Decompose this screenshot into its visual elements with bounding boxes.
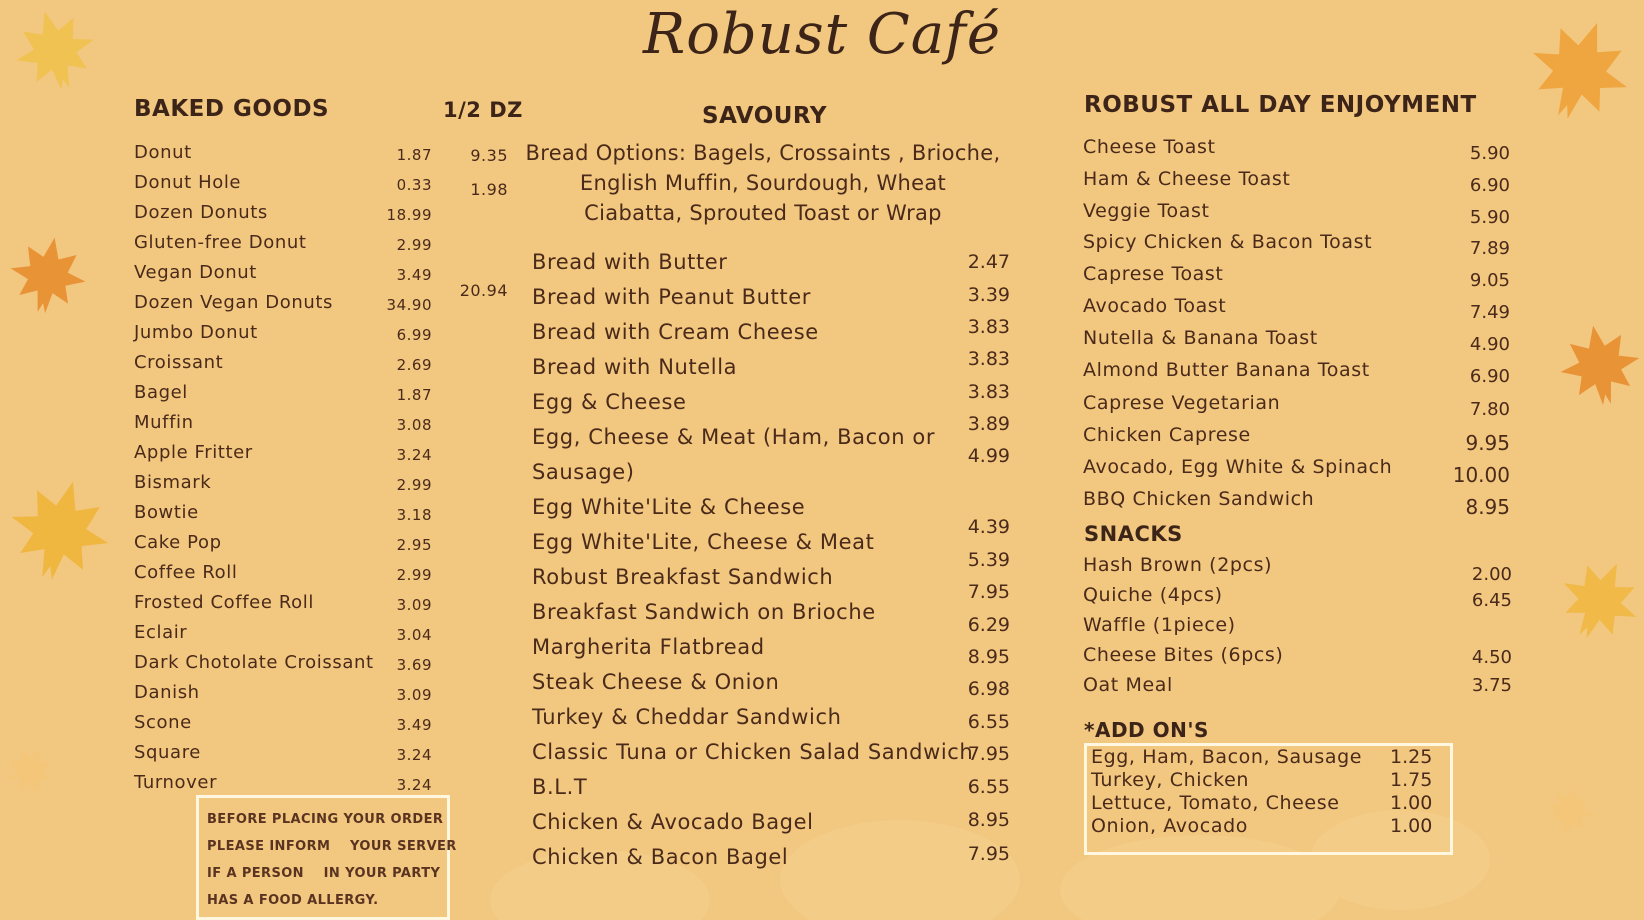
menu-item-price: 8.95 (967, 646, 1010, 668)
menu-item-name: Egg White'Lite, Cheese & Meat (532, 530, 875, 554)
menu-item-name: Bowtie (134, 502, 199, 523)
menu-item-price: 3.49 (396, 716, 432, 734)
menu-item-price: 2.00 (1471, 564, 1512, 585)
menu-item-price: 10.00 (1452, 463, 1510, 487)
menu-item-price: 5.39 (967, 549, 1010, 571)
menu-item-price: 2.99 (396, 476, 432, 494)
menu-item-price: 6.99 (396, 326, 432, 344)
menu-item-name: Cake Pop (134, 532, 222, 553)
menu-item-price: 3.18 (396, 506, 432, 524)
menu-item-price: 4.99 (967, 445, 1010, 467)
menu-item-price: 3.09 (396, 596, 432, 614)
menu-item-price: 6.90 (1469, 175, 1510, 196)
menu-item-price: 7.80 (1469, 399, 1510, 420)
menu-item-name: Oat Meal (1083, 674, 1173, 696)
addon-item-price: 1.00 (1390, 815, 1433, 837)
bread-options-line: English Muffin, Sourdough, Wheat (579, 171, 947, 195)
menu-item-price: 8.95 (967, 809, 1010, 831)
bread-options-line: Ciabatta, Sprouted Toast or Wrap (584, 201, 942, 225)
allergy-line: IF A PERSON IN YOUR PARTY (207, 866, 441, 881)
allergy-notice (196, 795, 457, 920)
menu-item-name: Bread with Peanut Butter (532, 285, 811, 309)
menu-item-price: 3.49 (396, 266, 432, 284)
menu-item-price: 6.90 (1469, 366, 1510, 387)
menu-item-price: 3.83 (967, 348, 1010, 370)
menu-item-price: 3.04 (396, 626, 432, 644)
menu-item-name: Breakfast Sandwich on Brioche (532, 600, 876, 624)
menu-item-price: 2.69 (396, 356, 432, 374)
menu-item-name: Gluten-free Donut (134, 232, 307, 253)
menu-item-name: Dozen Vegan Donuts (134, 292, 334, 313)
menu-item-name: Donut (134, 142, 192, 163)
menu-item-name: Quiche (4pcs) (1083, 584, 1223, 606)
baked-goods-heading: BAKED GOODS (134, 96, 330, 122)
menu-item-price: 7.49 (1469, 302, 1510, 323)
half-dozen-price: 9.35 (470, 146, 508, 165)
menu-item-price: 34.90 (386, 296, 432, 314)
addon-item-price: 1.00 (1390, 792, 1433, 814)
add-ons-heading: *ADD ON'S (1084, 718, 1209, 742)
menu-item-name: Ham & Cheese Toast (1083, 168, 1291, 190)
menu-item-name: Egg, Cheese & Meat (Ham, Bacon or (532, 425, 936, 449)
menu-item-price: 6.98 (967, 678, 1010, 700)
menu-item-price: 1.87 (396, 386, 432, 404)
half-dozen-price: 20.94 (459, 281, 508, 300)
menu-item-name: Robust Breakfast Sandwich (532, 565, 834, 589)
menu-item-name: Donut Hole (134, 172, 242, 193)
menu-item-name: Almond Butter Banana Toast (1083, 359, 1370, 381)
menu-item-name: Vegan Donut (134, 262, 257, 283)
menu-item-name: Frosted Coffee Roll (134, 592, 314, 613)
menu-item-name: Caprese Toast (1083, 263, 1224, 285)
menu-item-name: Croissant (134, 352, 224, 373)
menu-item-price: 7.95 (967, 843, 1010, 865)
menu-item-price: 0.33 (396, 176, 432, 194)
half-dozen-heading: 1/2 DZ (443, 98, 523, 122)
menu-item-price: 3.09 (396, 686, 432, 704)
menu-item-name: Chicken Caprese (1083, 424, 1251, 446)
menu-item-name: Avocado Toast (1083, 295, 1227, 317)
menu-item-price: 2.95 (396, 536, 432, 554)
menu-item-name: Dozen Donuts (134, 202, 268, 223)
snacks-heading: SNACKS (1084, 522, 1183, 546)
menu-item-name: Muffin (134, 412, 194, 433)
menu-item-price: 1.87 (396, 146, 432, 164)
menu-item-price: 4.50 (1471, 647, 1512, 668)
menu-item-name: Margherita Flatbread (532, 635, 765, 659)
half-dozen-price: 1.98 (470, 180, 508, 199)
menu-item-name: Chicken & Avocado Bagel (532, 810, 814, 834)
menu-item-price: 3.39 (967, 284, 1010, 306)
bread-options (520, 138, 1006, 228)
addon-item-price: 1.25 (1390, 746, 1433, 768)
menu-item-price: 2.99 (396, 566, 432, 584)
menu-item-name: Dark Chotolate Croissant (134, 652, 374, 673)
menu-item-name: Jumbo Donut (134, 322, 258, 343)
addon-item-name: Lettuce, Tomato, Cheese (1091, 792, 1340, 814)
menu-item-name: Egg & Cheese (532, 390, 687, 414)
menu-item-price: 3.75 (1471, 675, 1512, 696)
menu-item-name: Chicken & Bacon Bagel (532, 845, 789, 869)
menu-item-price: 7.89 (1469, 238, 1510, 259)
menu-item-price: 4.90 (1469, 334, 1510, 355)
addon-item-name: Egg, Ham, Bacon, Sausage (1091, 746, 1363, 768)
menu-item-price: 2.99 (396, 236, 432, 254)
menu-item-price: 3.83 (967, 381, 1010, 403)
menu-item-price: 8.95 (1465, 495, 1510, 519)
menu-item-name: Square (134, 742, 201, 763)
menu-item-price: 3.89 (967, 413, 1010, 435)
menu-item-price: 3.24 (396, 746, 432, 764)
menu-item-name: Veggie Toast (1083, 200, 1210, 222)
menu-item-name: Cheese Toast (1083, 136, 1216, 158)
menu-item-name: Hash Brown (2pcs) (1083, 554, 1273, 576)
menu-item-name: Turkey & Cheddar Sandwich (532, 705, 842, 729)
menu-item-price: 3.83 (967, 316, 1010, 338)
allergy-line: HAS A FOOD ALLERGY. (207, 893, 379, 908)
menu-item-name: Nutella & Banana Toast (1083, 327, 1318, 349)
menu-item-name: Avocado, Egg White & Spinach (1083, 456, 1393, 478)
menu-item-price: 7.95 (967, 743, 1010, 765)
menu-item-price: 3.69 (396, 656, 432, 674)
menu-item-price: 7.95 (967, 581, 1010, 603)
menu-item-name: B.L.T (532, 775, 588, 799)
menu-item-name-continued: Sausage) (532, 460, 635, 484)
menu-item-price: 6.29 (967, 614, 1010, 636)
addon-item-name: Turkey, Chicken (1091, 769, 1250, 791)
menu-item-name: Bagel (134, 382, 188, 403)
menu-item-price: 4.39 (967, 516, 1010, 538)
all-day-heading: ROBUST ALL DAY ENJOYMENT (1084, 92, 1477, 118)
savoury-heading: SAVOURY (702, 103, 828, 129)
menu-item-name: Coffee Roll (134, 562, 238, 583)
menu-item-price: 18.99 (386, 206, 432, 224)
menu-item-name: Bread with Butter (532, 250, 728, 274)
menu-item-name: Apple Fritter (134, 442, 253, 463)
cafe-logo: Robust Café (643, 2, 1001, 67)
addon-item-name: Onion, Avocado (1091, 815, 1248, 837)
menu-item-name: Bread with Nutella (532, 355, 738, 379)
menu-item-price: 9.95 (1465, 431, 1510, 455)
menu-item-name: Waffle (1piece) (1083, 614, 1236, 636)
menu-item-name: Caprese Vegetarian (1083, 392, 1281, 414)
menu-item-name: BBQ Chicken Sandwich (1083, 488, 1315, 510)
menu-item-price: 9.05 (1469, 270, 1510, 291)
menu-item-price: 3.24 (396, 446, 432, 464)
menu-item-name: Danish (134, 682, 200, 703)
menu-item-name: Bismark (134, 472, 212, 493)
menu-item-price: 6.55 (967, 711, 1010, 733)
menu-item-price: 5.90 (1469, 143, 1510, 164)
menu-item-name: Bread with Cream Cheese (532, 320, 819, 344)
allergy-line: PLEASE INFORM YOUR SERVER (207, 839, 457, 854)
menu-item-name: Steak Cheese & Onion (532, 670, 780, 694)
menu-item-name: Scone (134, 712, 192, 733)
menu-item-price: 6.55 (967, 776, 1010, 798)
menu-item-price: 2.47 (967, 251, 1010, 273)
menu-item-name: Eclair (134, 622, 188, 643)
menu-item-name: Turnover (134, 772, 218, 793)
addon-item-price: 1.75 (1390, 769, 1433, 791)
bread-options-line: Bread Options: Bagels, Crossaints , Brioche, (525, 141, 1001, 165)
menu-item-name: Classic Tuna or Chicken Salad Sandwich (532, 740, 974, 764)
allergy-line: BEFORE PLACING YOUR ORDER (207, 812, 444, 827)
menu-item-name: Spicy Chicken & Bacon Toast (1083, 231, 1373, 253)
menu-item-price: 6.45 (1471, 590, 1512, 611)
menu-item-price: 3.08 (396, 416, 432, 434)
menu-item-price: 3.24 (396, 776, 432, 794)
menu-item-name: Cheese Bites (6pcs) (1083, 644, 1284, 666)
menu-item-name: Egg White'Lite & Cheese (532, 495, 806, 519)
menu-item-price: 5.90 (1469, 207, 1510, 228)
